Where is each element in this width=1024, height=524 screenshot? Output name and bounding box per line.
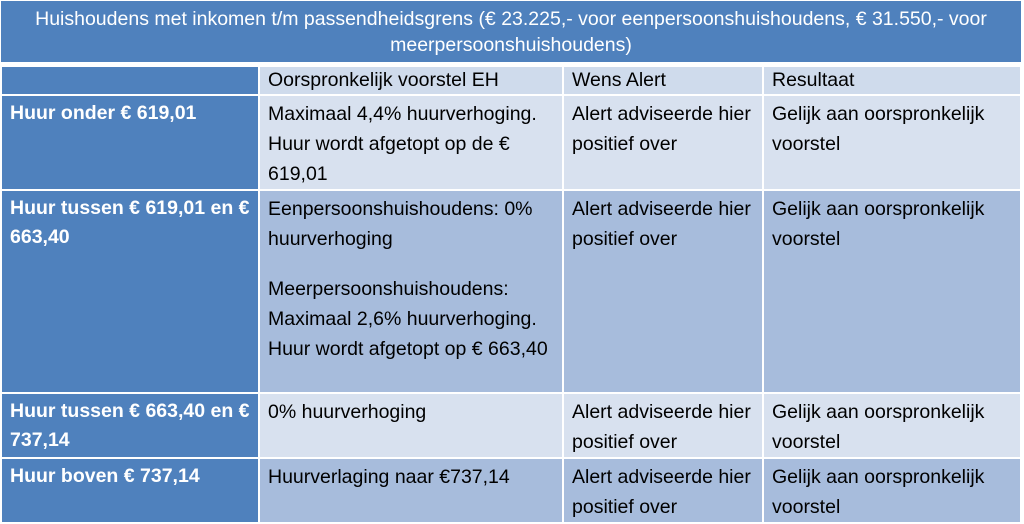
table-row: [2, 191, 1020, 392]
row-label: Huur onder € 619,01: [2, 96, 258, 189]
table-title: Huishoudens met inkomen t/m passendheidsgrens (€ 23.225,- voor eenpersoonshuishoudens, € 31.550,- voor meerpersoonshuishoudens): [0, 0, 1022, 63]
header-row: [2, 67, 1020, 94]
cell-voorstel: [260, 191, 562, 392]
table-row: [2, 459, 1020, 522]
header-corner: [2, 67, 258, 94]
cell-resultaat: Gelijk aan oorspronkelijk voorstel: [764, 191, 1020, 392]
cell-resultaat: Gelijk aan oorspronkelijk voorstel: [764, 394, 1020, 457]
cell-voorstel: Maximaal 4,4% huurverhoging. Huur wordt afgetopt op de € 619,01: [260, 96, 562, 189]
cell-wens: Alert adviseerde hier positief over: [564, 96, 762, 189]
paragraph-gap: [268, 254, 554, 274]
row-label: Huur boven € 737,14: [2, 459, 258, 522]
cell-resultaat: Gelijk aan oorspronkelijk voorstel: [764, 96, 1020, 189]
cell-voorstel-line: Eenpersoonshuishoudens: 0% huurverhoging: [268, 198, 533, 250]
cell-voorstel-extra: Meerpersoonshuishoudens: Maximaal 2,6% huurverhoging. Huur wordt afgetopt op € 663,40: [268, 278, 548, 360]
cell-wens: Alert adviseerde hier positief over: [564, 394, 762, 457]
rent-policy-table: [0, 65, 1022, 524]
cell-wens: Alert adviseerde hier positief over: [564, 191, 762, 392]
table-row: [2, 394, 1020, 457]
cell-resultaat: Gelijk aan oorspronkelijk voorstel: [764, 459, 1020, 522]
row-label: Huur tussen € 663,40 en € 737,14: [2, 394, 258, 457]
header-wens: Wens Alert: [564, 67, 762, 94]
cell-wens: Alert adviseerde hier positief over: [564, 459, 762, 522]
cell-voorstel: Huurverlaging naar €737,14: [260, 459, 562, 522]
cell-voorstel: 0% huurverhoging: [260, 394, 562, 457]
header-resultaat: Resultaat: [764, 67, 1020, 94]
header-voorstel: Oorspronkelijk voorstel EH: [260, 67, 562, 94]
row-label: Huur tussen € 619,01 en € 663,40: [2, 191, 258, 392]
table-row: [2, 96, 1020, 189]
